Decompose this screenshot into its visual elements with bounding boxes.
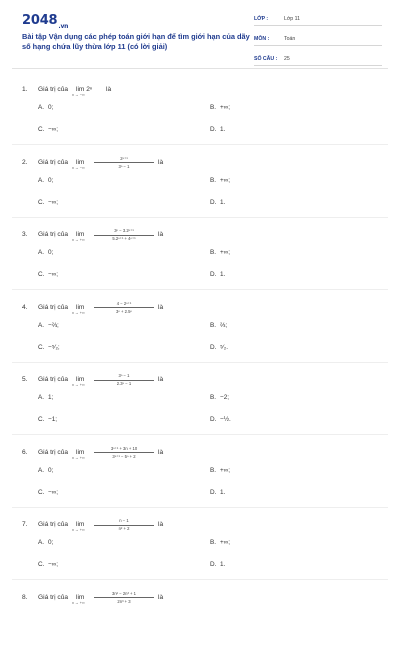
answer-label: B.: [210, 321, 217, 329]
limit-subscript: x → +∞: [72, 600, 85, 605]
question-tail: là: [106, 86, 112, 93]
answer-label: B.: [210, 249, 217, 256]
answer-value: 0;: [48, 539, 54, 546]
answer-label: D.: [210, 561, 217, 568]
answer-option[interactable]: [38, 561, 58, 568]
limit-subscript: x → +∞: [72, 238, 85, 242]
answer-label: C.: [38, 198, 45, 206]
fraction-numerator: 2ⁿ⁺¹: [120, 155, 128, 161]
site-logo[interactable]: $2048_{.vn}$: [22, 13, 69, 30]
question-divider: [12, 144, 388, 145]
answer-label: B.: [210, 176, 217, 184]
answer-label: D.: [210, 271, 217, 278]
question-tail: là: [158, 521, 164, 528]
question-number: 4.: [22, 303, 28, 311]
answer-option[interactable]: [38, 126, 58, 133]
answer-label: A.: [38, 394, 45, 401]
question-text: Giá trị của: [38, 448, 69, 456]
document-meta: [254, 14, 382, 74]
answer-label: A.: [38, 176, 45, 184]
fraction-bar: [94, 525, 154, 526]
answer-value: 1.: [220, 126, 226, 133]
limit-operator: lim: [76, 521, 85, 528]
answer-option[interactable]: [210, 271, 225, 278]
limit-subscript: x → +∞: [72, 455, 85, 460]
fraction: [94, 225, 154, 243]
fraction-denominator: 3ⁿ − 1: [118, 163, 130, 169]
question-number: 7.: [22, 521, 28, 528]
question-item: [0, 370, 400, 440]
answer-option[interactable]: [38, 539, 53, 546]
limit-operator: lim: [76, 448, 85, 456]
fraction-bar: [94, 380, 154, 381]
answer-label: C.: [38, 126, 45, 133]
answer-value: −⅔;: [48, 321, 59, 329]
answer-option[interactable]: [210, 416, 231, 423]
answer-option[interactable]: [38, 177, 53, 184]
answer-option[interactable]: [210, 126, 225, 133]
answer-value: 0;: [48, 104, 54, 111]
answer-option[interactable]: [38, 322, 59, 329]
question-divider: [12, 362, 388, 363]
limit-operator: lim: [76, 593, 85, 601]
header-divider: [12, 68, 388, 69]
answer-option[interactable]: [38, 489, 58, 496]
answer-label: C.: [38, 561, 45, 568]
limit-operator: lim: [76, 376, 85, 383]
answer-value: −∞;: [48, 271, 59, 278]
fraction: [94, 443, 154, 461]
answer-option[interactable]: [210, 177, 230, 184]
question-number: 2.: [22, 158, 28, 166]
question-divider: [12, 217, 388, 218]
answer-value: +∞;: [220, 249, 231, 256]
answer-value: ⁵⁄₂.: [220, 343, 228, 351]
answer-label: B.: [210, 539, 217, 546]
question-number: 8.: [22, 593, 28, 601]
answer-value: −2;: [220, 394, 230, 401]
answer-value: −∞;: [48, 198, 59, 206]
question-item: [0, 588, 400, 658]
limit-subscript: x → +∞: [72, 310, 85, 315]
question-item: [0, 515, 400, 585]
answer-value: −½.: [220, 416, 231, 423]
question-text: Giá trị của: [38, 231, 69, 238]
answer-label: B.: [210, 466, 217, 474]
answer-label: B.: [210, 104, 217, 111]
answer-value: 1.: [220, 198, 226, 206]
question-tail: là: [158, 376, 164, 383]
answer-option[interactable]: [38, 199, 58, 206]
answer-value: ⅔;: [220, 321, 228, 329]
meta-subject: MÔN : Toán: [254, 34, 382, 46]
fraction-numerator: n − 1: [119, 518, 129, 523]
fraction-bar: [94, 452, 154, 453]
answer-option[interactable]: [210, 199, 225, 206]
answer-value: +∞;: [220, 104, 231, 111]
answer-value: −∞;: [48, 488, 59, 496]
answer-option[interactable]: [210, 489, 225, 496]
limit-subscript: x → −∞: [72, 93, 85, 97]
limit-operator: lim 2ⁿ: [76, 86, 93, 93]
fraction: [94, 298, 154, 316]
answer-option[interactable]: [38, 467, 53, 474]
answer-value: −1;: [48, 416, 58, 423]
question-tail: là: [158, 593, 164, 601]
answer-label: C.: [38, 416, 45, 423]
limit-operator: lim: [76, 231, 85, 238]
answer-value: +∞;: [220, 539, 231, 546]
answer-label: D.: [210, 198, 217, 206]
answer-option[interactable]: [210, 539, 230, 546]
answer-option[interactable]: [38, 104, 53, 111]
answer-label: D.: [210, 488, 217, 496]
question-divider: [12, 434, 388, 435]
answer-value: −⁵⁄₂;: [48, 343, 60, 351]
fraction-denominator: n² + 2: [118, 526, 130, 531]
limit-subscript: x → −∞: [72, 165, 85, 170]
question-text: Giá trị của: [38, 303, 69, 311]
answer-value: −∞;: [48, 126, 59, 133]
fraction-numerator: 3ⁿ⁺¹ + 3n + 10: [110, 445, 138, 451]
answer-value: 0;: [48, 466, 54, 474]
question-text: Giá trị của: [38, 86, 69, 93]
fraction-bar: [94, 162, 154, 163]
fraction-numerator: 3ⁿ − 3.2ⁿ⁺¹: [114, 228, 134, 233]
question-number: 1.: [22, 86, 28, 93]
question-text: Giá trị của: [38, 158, 69, 166]
document-title: Bài tập Vận dụng các phép toán giới hạn để tìm giới hạn của dãy số hạng chứa lũy thừa lớp 11 (có lời giải): [22, 32, 250, 51]
answer-value: 1.: [220, 561, 226, 568]
answer-option[interactable]: [38, 394, 53, 401]
answer-value: 1.: [220, 488, 226, 496]
question-divider: [12, 507, 388, 508]
question-divider: [12, 289, 388, 290]
answer-label: A.: [38, 466, 45, 474]
question-divider: [12, 579, 388, 580]
answer-label: C.: [38, 488, 45, 496]
fraction: [94, 153, 154, 171]
answer-label: C.: [38, 271, 45, 278]
question-item: [0, 443, 400, 513]
fraction-denominator: 5.2ⁿ⁺¹ + 4ⁿ⁺¹: [112, 236, 136, 241]
question-item: [0, 80, 400, 150]
answer-value: 1.: [220, 271, 226, 278]
fraction-denominator: 3ⁿ + 2.5ⁿ: [116, 308, 132, 314]
answer-value: 0;: [48, 176, 54, 184]
answer-option[interactable]: [210, 344, 228, 351]
answer-value: +∞;: [220, 466, 231, 474]
question-tail: là: [158, 303, 164, 311]
answer-value: −∞;: [48, 561, 59, 568]
fraction-bar: [94, 235, 154, 236]
answer-option[interactable]: [210, 394, 229, 401]
answer-option[interactable]: [210, 104, 230, 111]
fraction-numerator: 4 − 2ⁿ⁺¹: [116, 300, 132, 306]
answer-option[interactable]: [38, 249, 53, 256]
answer-label: D.: [210, 416, 217, 423]
question-tail: là: [158, 158, 164, 166]
meta-class: LỚP : Lớp 11: [254, 14, 382, 26]
fraction-denominator: 2.3ⁿ − 1: [116, 381, 132, 386]
answer-option[interactable]: [210, 249, 230, 256]
answer-option[interactable]: [210, 322, 227, 329]
question-item: [0, 225, 400, 295]
answer-label: B.: [210, 394, 217, 401]
answer-label: C.: [38, 343, 45, 351]
answer-option[interactable]: [38, 344, 60, 351]
question-tail: là: [158, 448, 164, 456]
fraction: [94, 515, 154, 533]
meta-question-count: SỐ CÂU : 25: [254, 54, 382, 66]
fraction-numerator: 3n² − 2n³ + 1: [112, 590, 136, 596]
fraction-bar: [94, 307, 154, 308]
answer-label: D.: [210, 343, 217, 351]
answer-option[interactable]: [38, 271, 58, 278]
limit-subscript: x → +∞: [72, 528, 85, 532]
question-number: 5.: [22, 376, 28, 383]
question-text: Giá trị của: [38, 376, 69, 383]
answer-label: A.: [38, 321, 45, 329]
answer-value: 0;: [48, 249, 54, 256]
answer-value: 1;: [48, 394, 54, 401]
fraction-denominator: 2n³ + 3: [117, 598, 131, 604]
answer-option[interactable]: [38, 416, 57, 423]
answer-label: A.: [38, 104, 45, 111]
limit-operator: lim: [76, 158, 85, 166]
limit-operator: lim: [76, 303, 85, 311]
fraction-denominator: 3ⁿ⁺¹ − 5ⁿ + 2: [112, 453, 136, 459]
answer-label: A.: [38, 249, 45, 256]
answer-option[interactable]: [210, 561, 225, 568]
question-item: [0, 298, 400, 368]
answer-label: A.: [38, 539, 45, 546]
question-number: 6.: [22, 448, 28, 456]
fraction-bar: [94, 597, 154, 598]
question-text: Giá trị của: [38, 521, 69, 528]
question-text: Giá trị của: [38, 593, 69, 601]
question-number: 3.: [22, 231, 28, 238]
answer-option[interactable]: [210, 467, 230, 474]
limit-subscript: x → +∞: [72, 383, 85, 387]
fraction-numerator: 3ⁿ − 1: [118, 373, 130, 378]
question-item: [0, 153, 400, 223]
document-header: [0, 0, 400, 62]
answer-label: D.: [210, 126, 217, 133]
fraction: [94, 588, 154, 606]
question-tail: là: [158, 231, 164, 238]
answer-value: +∞;: [220, 176, 231, 184]
fraction: [94, 370, 154, 388]
